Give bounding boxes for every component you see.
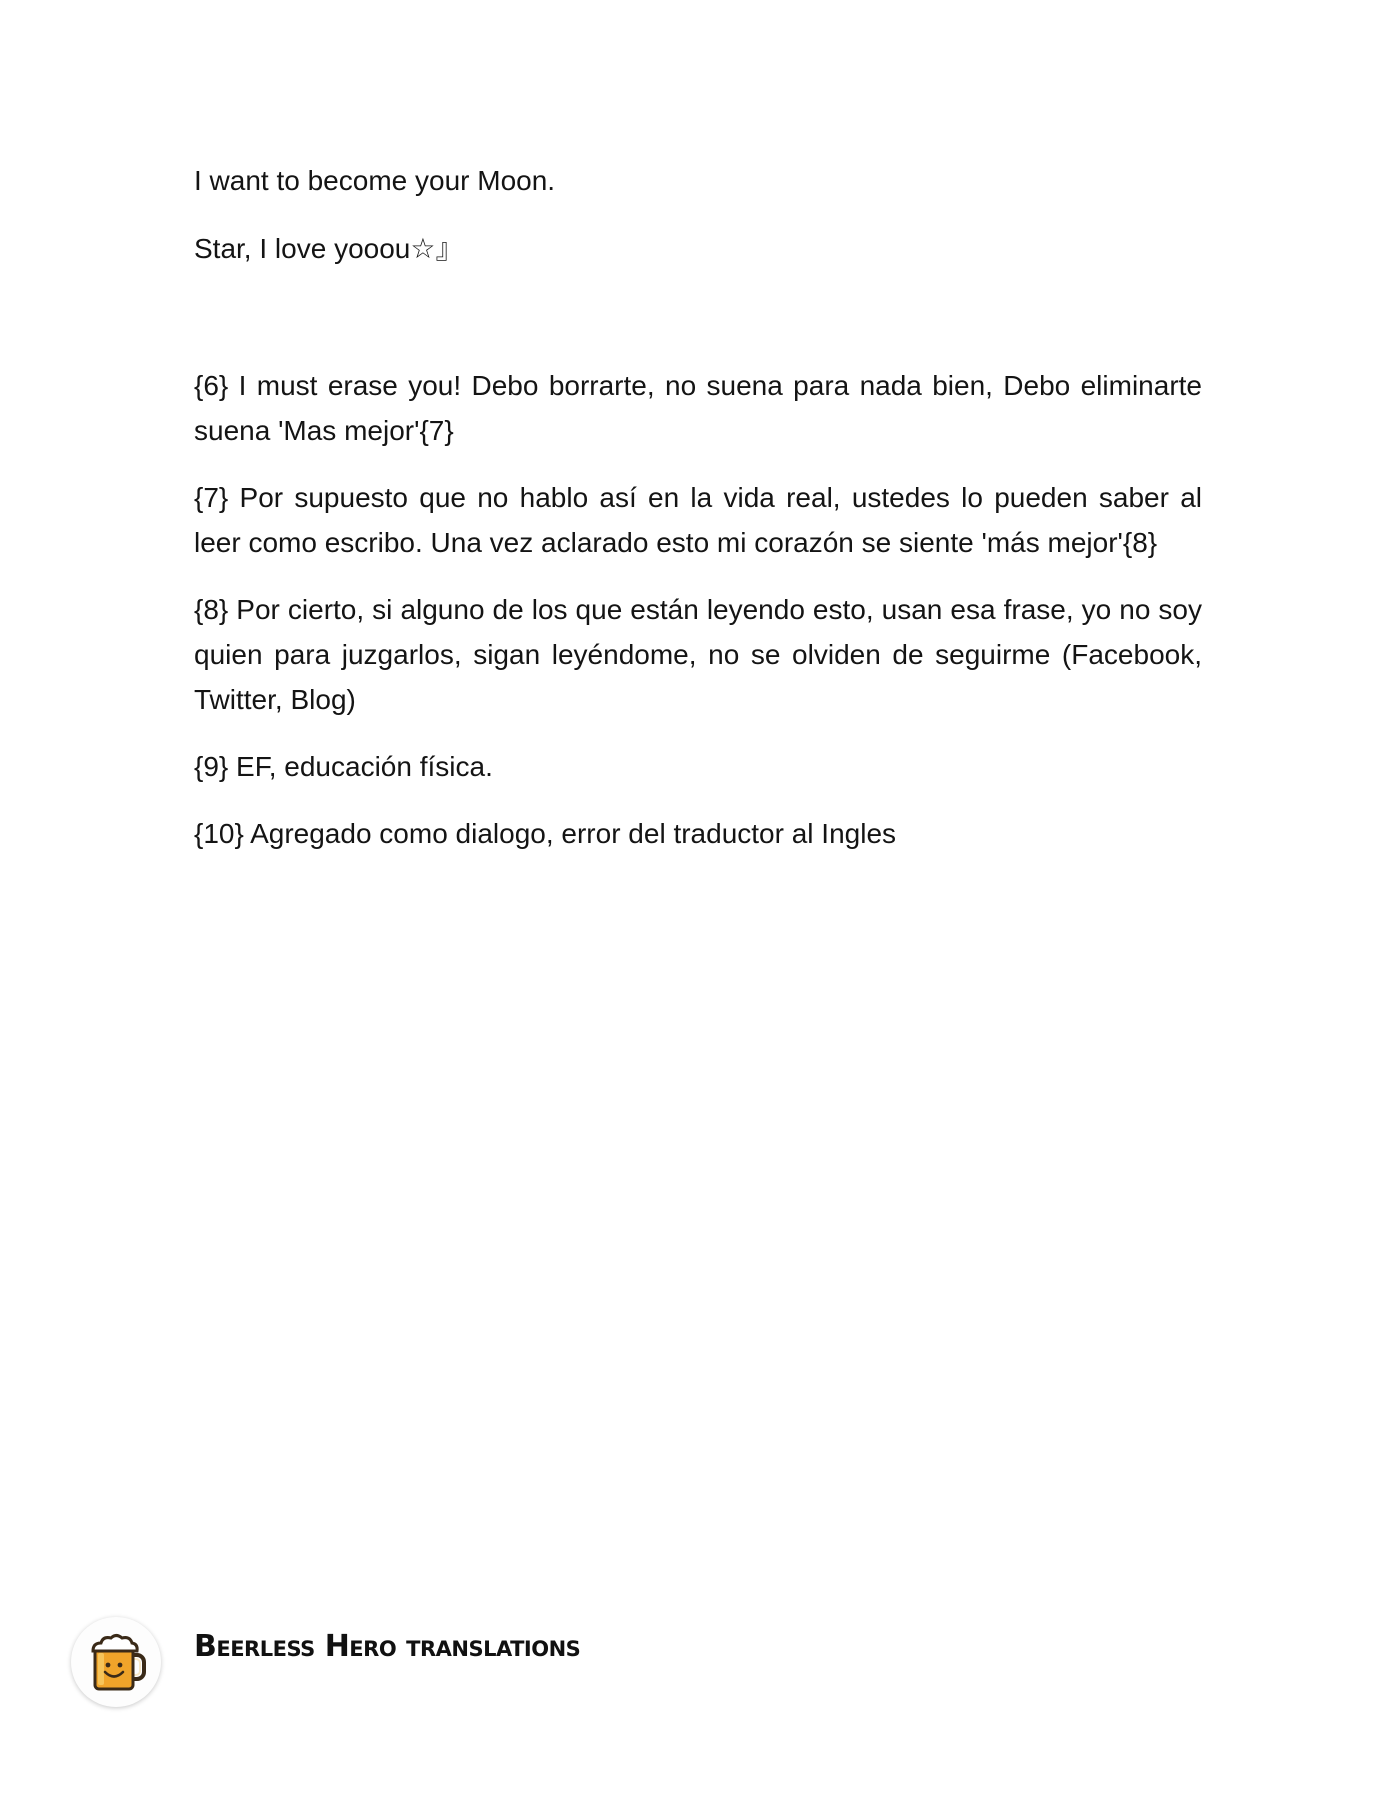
footer-brand-name: Beerless Hero translations <box>194 1629 581 1664</box>
footnote-8: {8} Por cierto, si alguno de los que están leyendo esto, usan esa frase, yo no soy quien para juzgarlos, sigan leyéndome, no se olviden de seguirme (Facebook, Twitter, Blog) <box>194 594 1202 715</box>
intro-line-moon: I want to become your Moon. <box>194 165 556 196</box>
intro-line-star: Star, I love yooou☆』 <box>194 233 464 264</box>
page-body <box>194 158 1202 878</box>
footnote-6: {6} I must erase you! Debo borrarte, no suena para nada bien, Debo eliminarte suena 'Mas mejor'{7} <box>194 370 1202 446</box>
footnote-7: {7} Por supuesto que no hablo así en la vida real, ustedes lo pueden saber al leer como escribo. Una vez aclarado esto mi corazón se siente 'más mejor'{8} <box>194 482 1202 558</box>
footnote-9: {9} EF, educación física. <box>194 751 493 782</box>
footnote-10: {10} Agregado como dialogo, error del traductor al Ingles <box>194 818 897 849</box>
beer-mug-smiley-icon <box>71 1617 161 1707</box>
